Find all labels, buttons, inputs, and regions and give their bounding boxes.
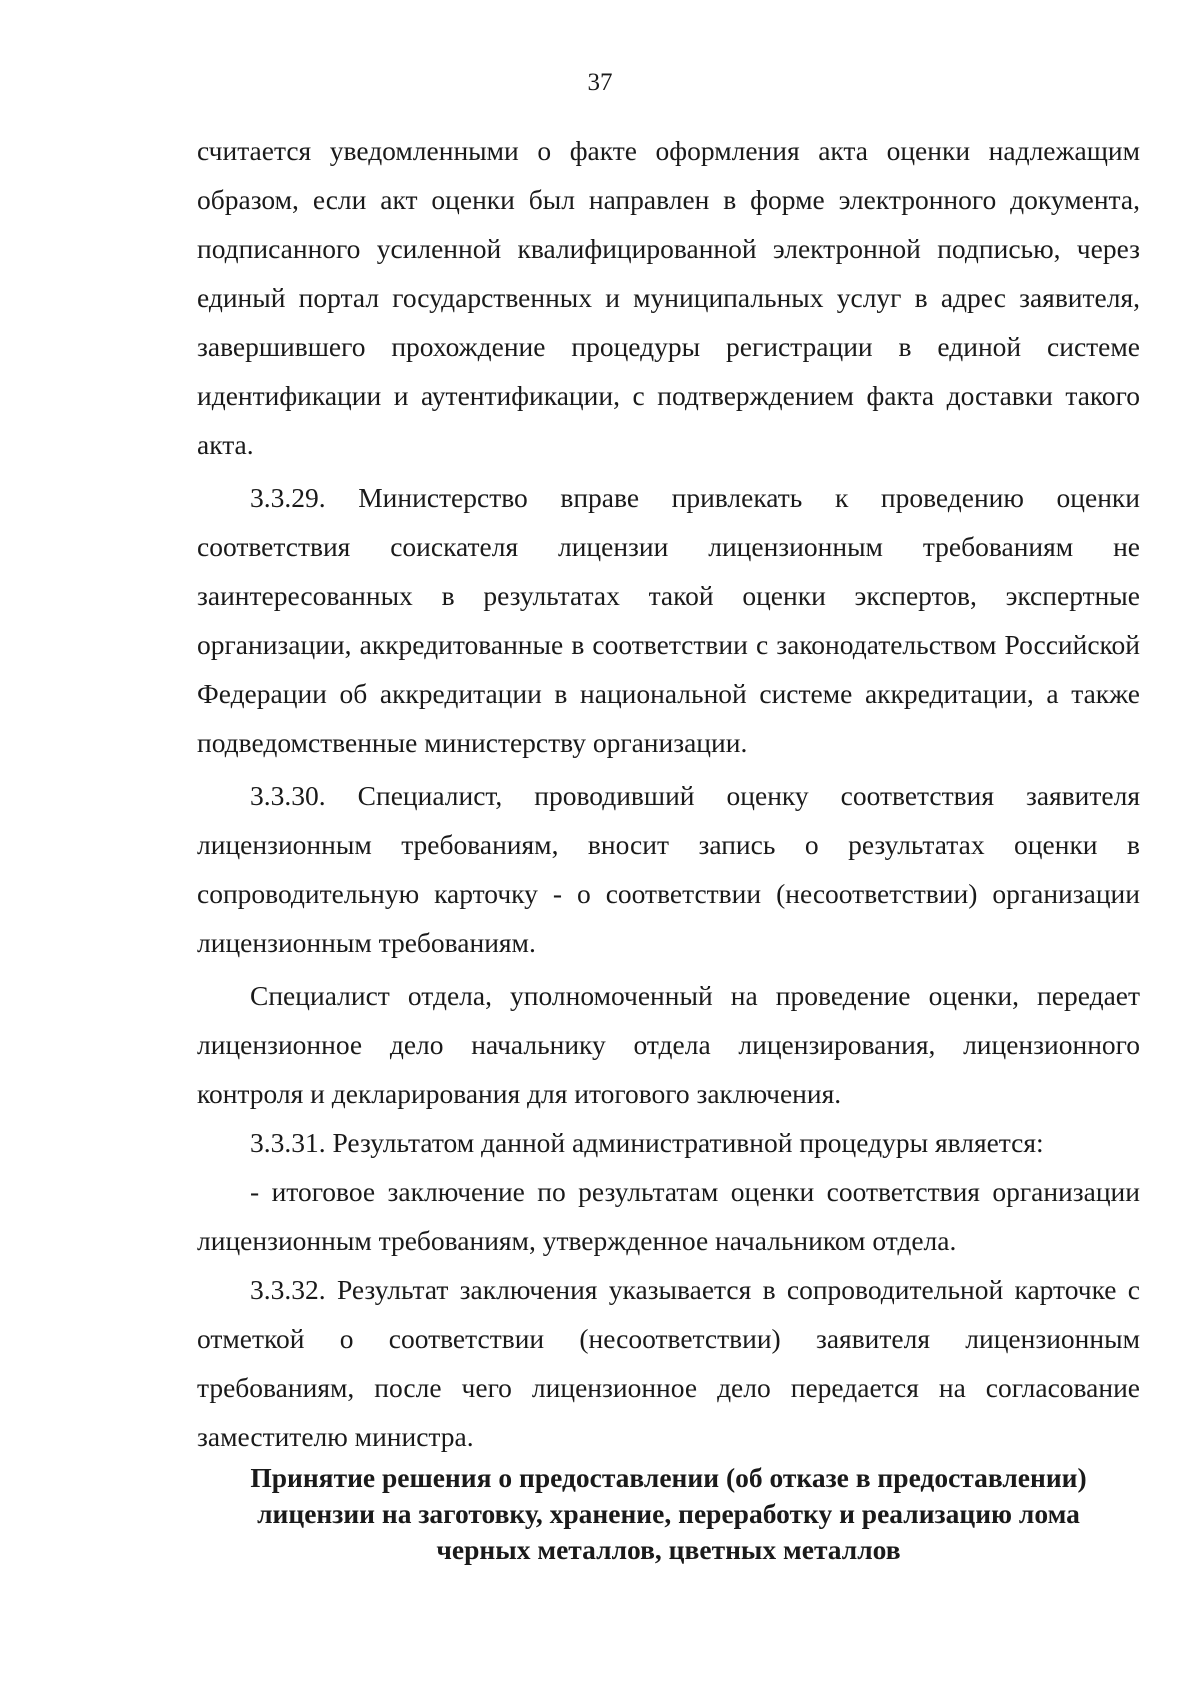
section-heading-line: черных металлов, цветных металлов xyxy=(436,1534,901,1565)
paragraph-3-3-32: 3.3.32. Результат заключения указывается в сопроводительной карточке с отметкой о соответствии (несоответствии) заявителя лицензионным требованиям, после чего лицензионное дело передается на согласование заместителю министра. xyxy=(197,1274,1140,1452)
paragraph-3-3-31-list-item: - итоговое заключение по результатам оценки соответствия организации лицензионным требованиям, утвержденное начальником отдела. xyxy=(197,1176,1140,1256)
paragraph-continuation: считается уведомленными о факте оформления акта оценки надлежащим образом, если акт оценки был направлен в форме электронного документа, подписанного усиленной квалифицированной электронной подписью, через единый портал государственных и муниципальных услуг в адрес заявителя, завершившего прохождение процедуры регистрации в единой системе идентификации и аутентификации, с подтверждением факта доставки такого акта. xyxy=(197,135,1140,460)
paragraph-3-3-29: 3.3.29. Министерство вправе привлекать к проведению оценки соответствия соискателя лицензии лицензионным требованиям не заинтересованных в результатах такой оценки экспертов, экспертные организации, аккредитованные в соответствии с законодательством Российской Федерации об аккредитации в национальной системе аккредитации, а также подведомственные министерству организации. xyxy=(197,482,1140,758)
paragraph-specialist-transfer: Специалист отдела, уполномоченный на проведение оценки, передает лицензионное дело начальнику отдела лицензирования, лицензионного контроля и декларирования для итогового заключения. xyxy=(197,980,1140,1109)
section-heading-line: лицензии на заготовку, хранение, переработку и реализацию лома xyxy=(257,1498,1080,1529)
section-heading-line: Принятие решения о предоставлении (об отказе в предоставлении) xyxy=(250,1462,1087,1493)
page-number: 37 xyxy=(587,69,613,96)
section-heading xyxy=(197,1460,1140,1568)
paragraph-3-3-31: 3.3.31. Результатом данной административной процедуры является: xyxy=(250,1127,1044,1158)
document-body xyxy=(197,126,1140,1461)
paragraph-3-3-30: 3.3.30. Специалист, проводивший оценку соответствия заявителя лицензионным требованиям, вносит запись о результатах оценки в сопроводительную карточку - о соответствии (несоответствии) организации лицензионным требованиям. xyxy=(197,780,1140,958)
